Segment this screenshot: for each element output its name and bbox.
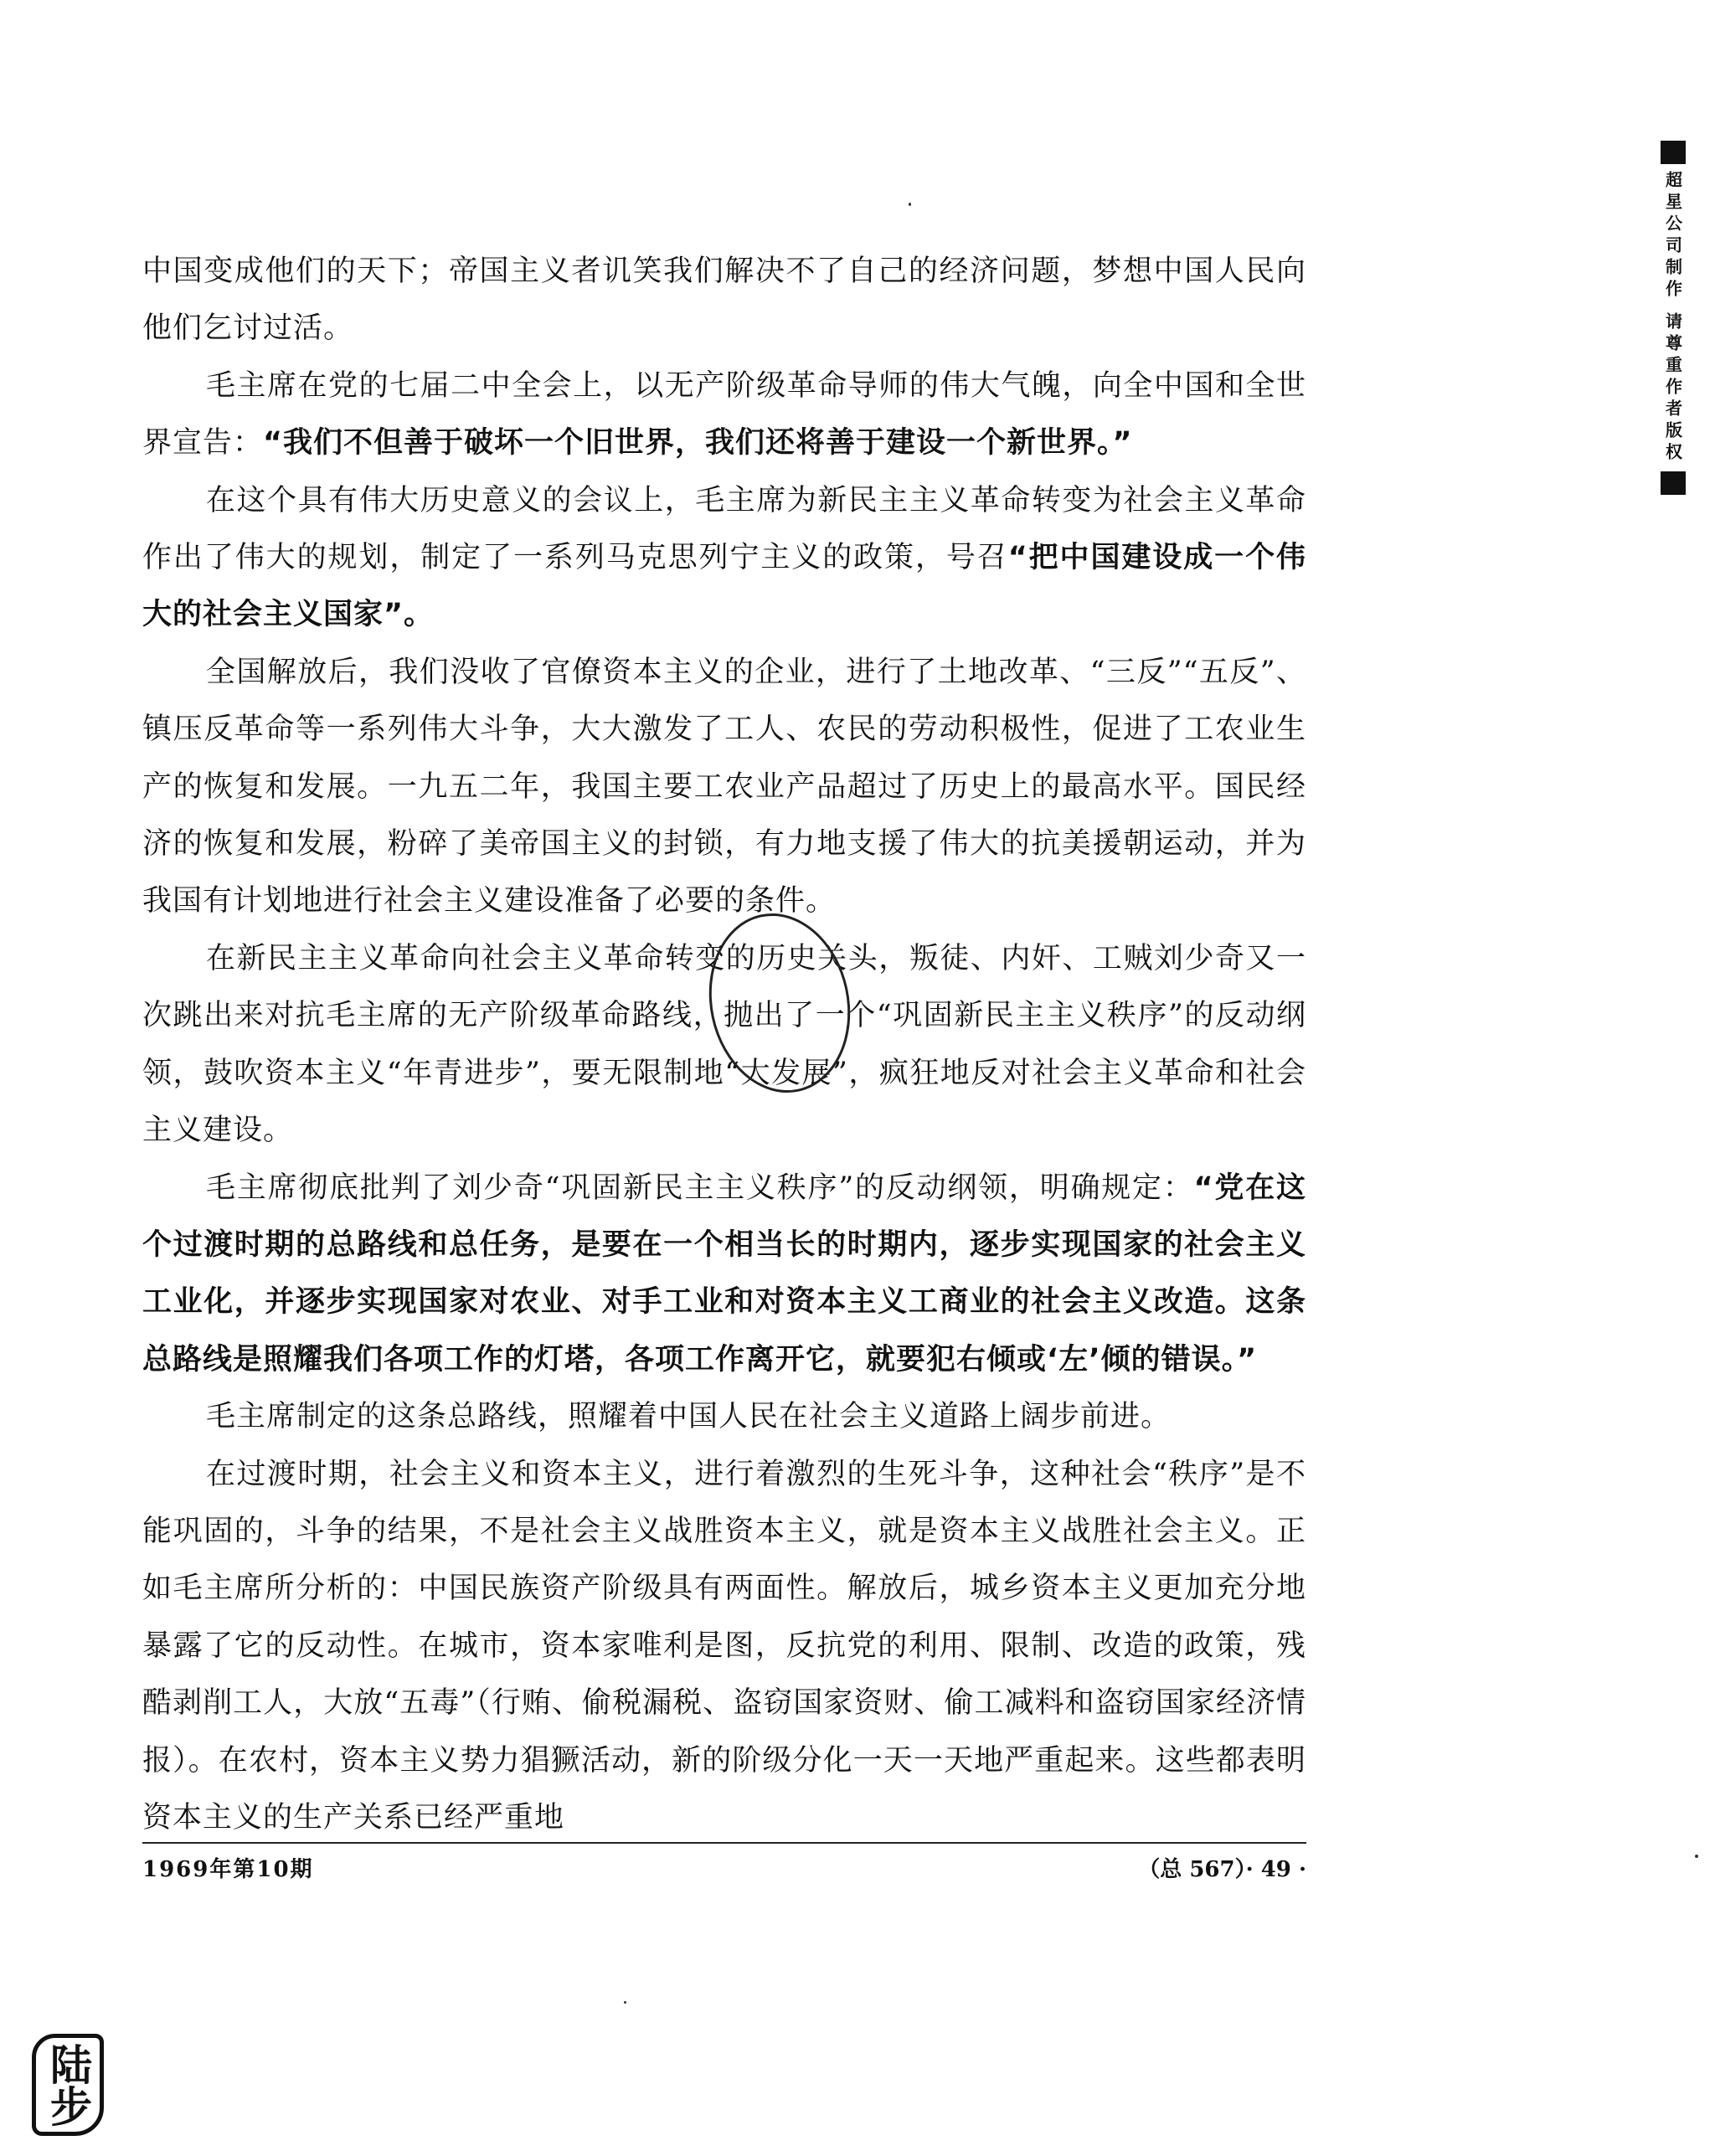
seal-text: 陆步 [32,2034,104,2136]
issue-label: 1969年第10期 [142,1857,314,1882]
copyright-side-stamp [1658,141,1688,495]
paragraph-6 [142,1160,1306,1389]
paragraph-2-text: 毛主席在党的七届二中全会上，以无产阶级革命导师的伟大气魄，向全中国和全世界宣告： [142,368,1306,461]
paragraph-8 [142,1446,1306,1847]
paragraph-6-text: 毛主席彻底批判了刘少奇“巩固新民主主义秩序”的反动纲领，明确规定： [206,1171,1194,1205]
paragraph-3-quote: “把中国建设成一个伟大的社会主义国家”。 [142,541,1306,632]
scan-speck [624,2001,626,2004]
paragraph-2-quote: “我们不但善于破坏一个旧世界，我们还将善于建设一个新世界。” [263,426,1133,461]
paragraph-2 [142,358,1306,472]
paragraph-1-text: 中国变成他们的天下；帝国主义者讥笑我们解决不了自己的经济问题，梦想中国人民向他们乞讨过活。 [142,255,1306,346]
paragraph-7-text: 毛主席制定的这条总路线，照耀着中国人民在社会主义道路上阔步前进。 [206,1400,1172,1434]
copyright-stamp-text: 超星公司制作 请尊重作者版权 [1662,171,1683,465]
paragraph-3 [142,472,1306,644]
paragraph-3-text: 在这个具有伟大历史意义的会议上，毛主席为新民主主义革命转变为社会主义革命作出了伟大的规划，制定了一系列马克思列宁主义的政策，号召 [142,483,1306,575]
stamp-bar-bottom [1661,471,1686,495]
library-seal [10,2022,126,2148]
paragraph-1 [142,243,1306,358]
scan-speck [909,203,911,206]
paragraph-5-text: 在新民主主义革命向社会主义革命转变的历史关头，叛徒、内奸、工贼刘少奇又一次跳出来对抗毛主席的无产阶级革命路线，抛出了一个“巩固新民主主义秩序”的反动纲领，鼓吹资本主义“年青进步”，要无限制地“大发展”，疯狂地反对社会主义革命和社会主义建设。 [142,941,1306,1148]
scan-speck [1695,1855,1698,1858]
stamp-bar-top [1661,141,1686,164]
paragraph-7 [142,1388,1306,1445]
paragraph-8-text: 在过渡时期，社会主义和资本主义，进行着激烈的生死斗争，这种社会“秩序”是不能巩固的，斗争的结果，不是社会主义战胜资本主义，就是资本主义战胜社会主义。正如毛主席所分析的：中国民族资产阶级具有两面性。解放后，城乡资本主义更加充分地暴露了它的反动性。在城市，资本家唯利是图，反抗党的利用、限制、改造的政策，残酷剥削工人，大放“五毒”（行贿、偷税漏税、盗窃国家资财、偷工减料和盗窃国家经济情报）。在农村，资本主义势力猖獗活动，新的阶级分化一天一天地严重起来。这些都表明资本主义的生产关系已经严重地 [142,1457,1306,1834]
paragraph-6-quote: “党在这个过渡时期的总路线和总任务，是要在一个相当长的时期内，逐步实现国家的社会主义工业化，并逐步实现国家对农业、对手工业和对资本主义工商业的社会主义改造。这条总路线是照耀我们各项工作的灯塔，各项工作离开它，就要犯右倾或‘左’倾的错误。” [142,1171,1306,1376]
paragraph-4-text: 全国解放后，我们没收了官僚资本主义的企业，进行了土地改革、“三反”“五反”、镇压反革命等一系列伟大斗争，大大激发了工人、农民的劳动积极性，促进了工农业生产的恢复和发展。一九五二年，我国主要工农业产品超过了历史上的最高水平。国民经济的恢复和发展，粉碎了美帝国主义的封锁，有力地支援了伟大的抗美援朝运动，并为我国有计划地进行社会主义建设准备了必要的条件。 [142,655,1306,918]
paragraph-4 [142,644,1306,930]
page-number: （总 567）· 49 · [1138,1857,1306,1882]
footer-divider [142,1842,1306,1844]
